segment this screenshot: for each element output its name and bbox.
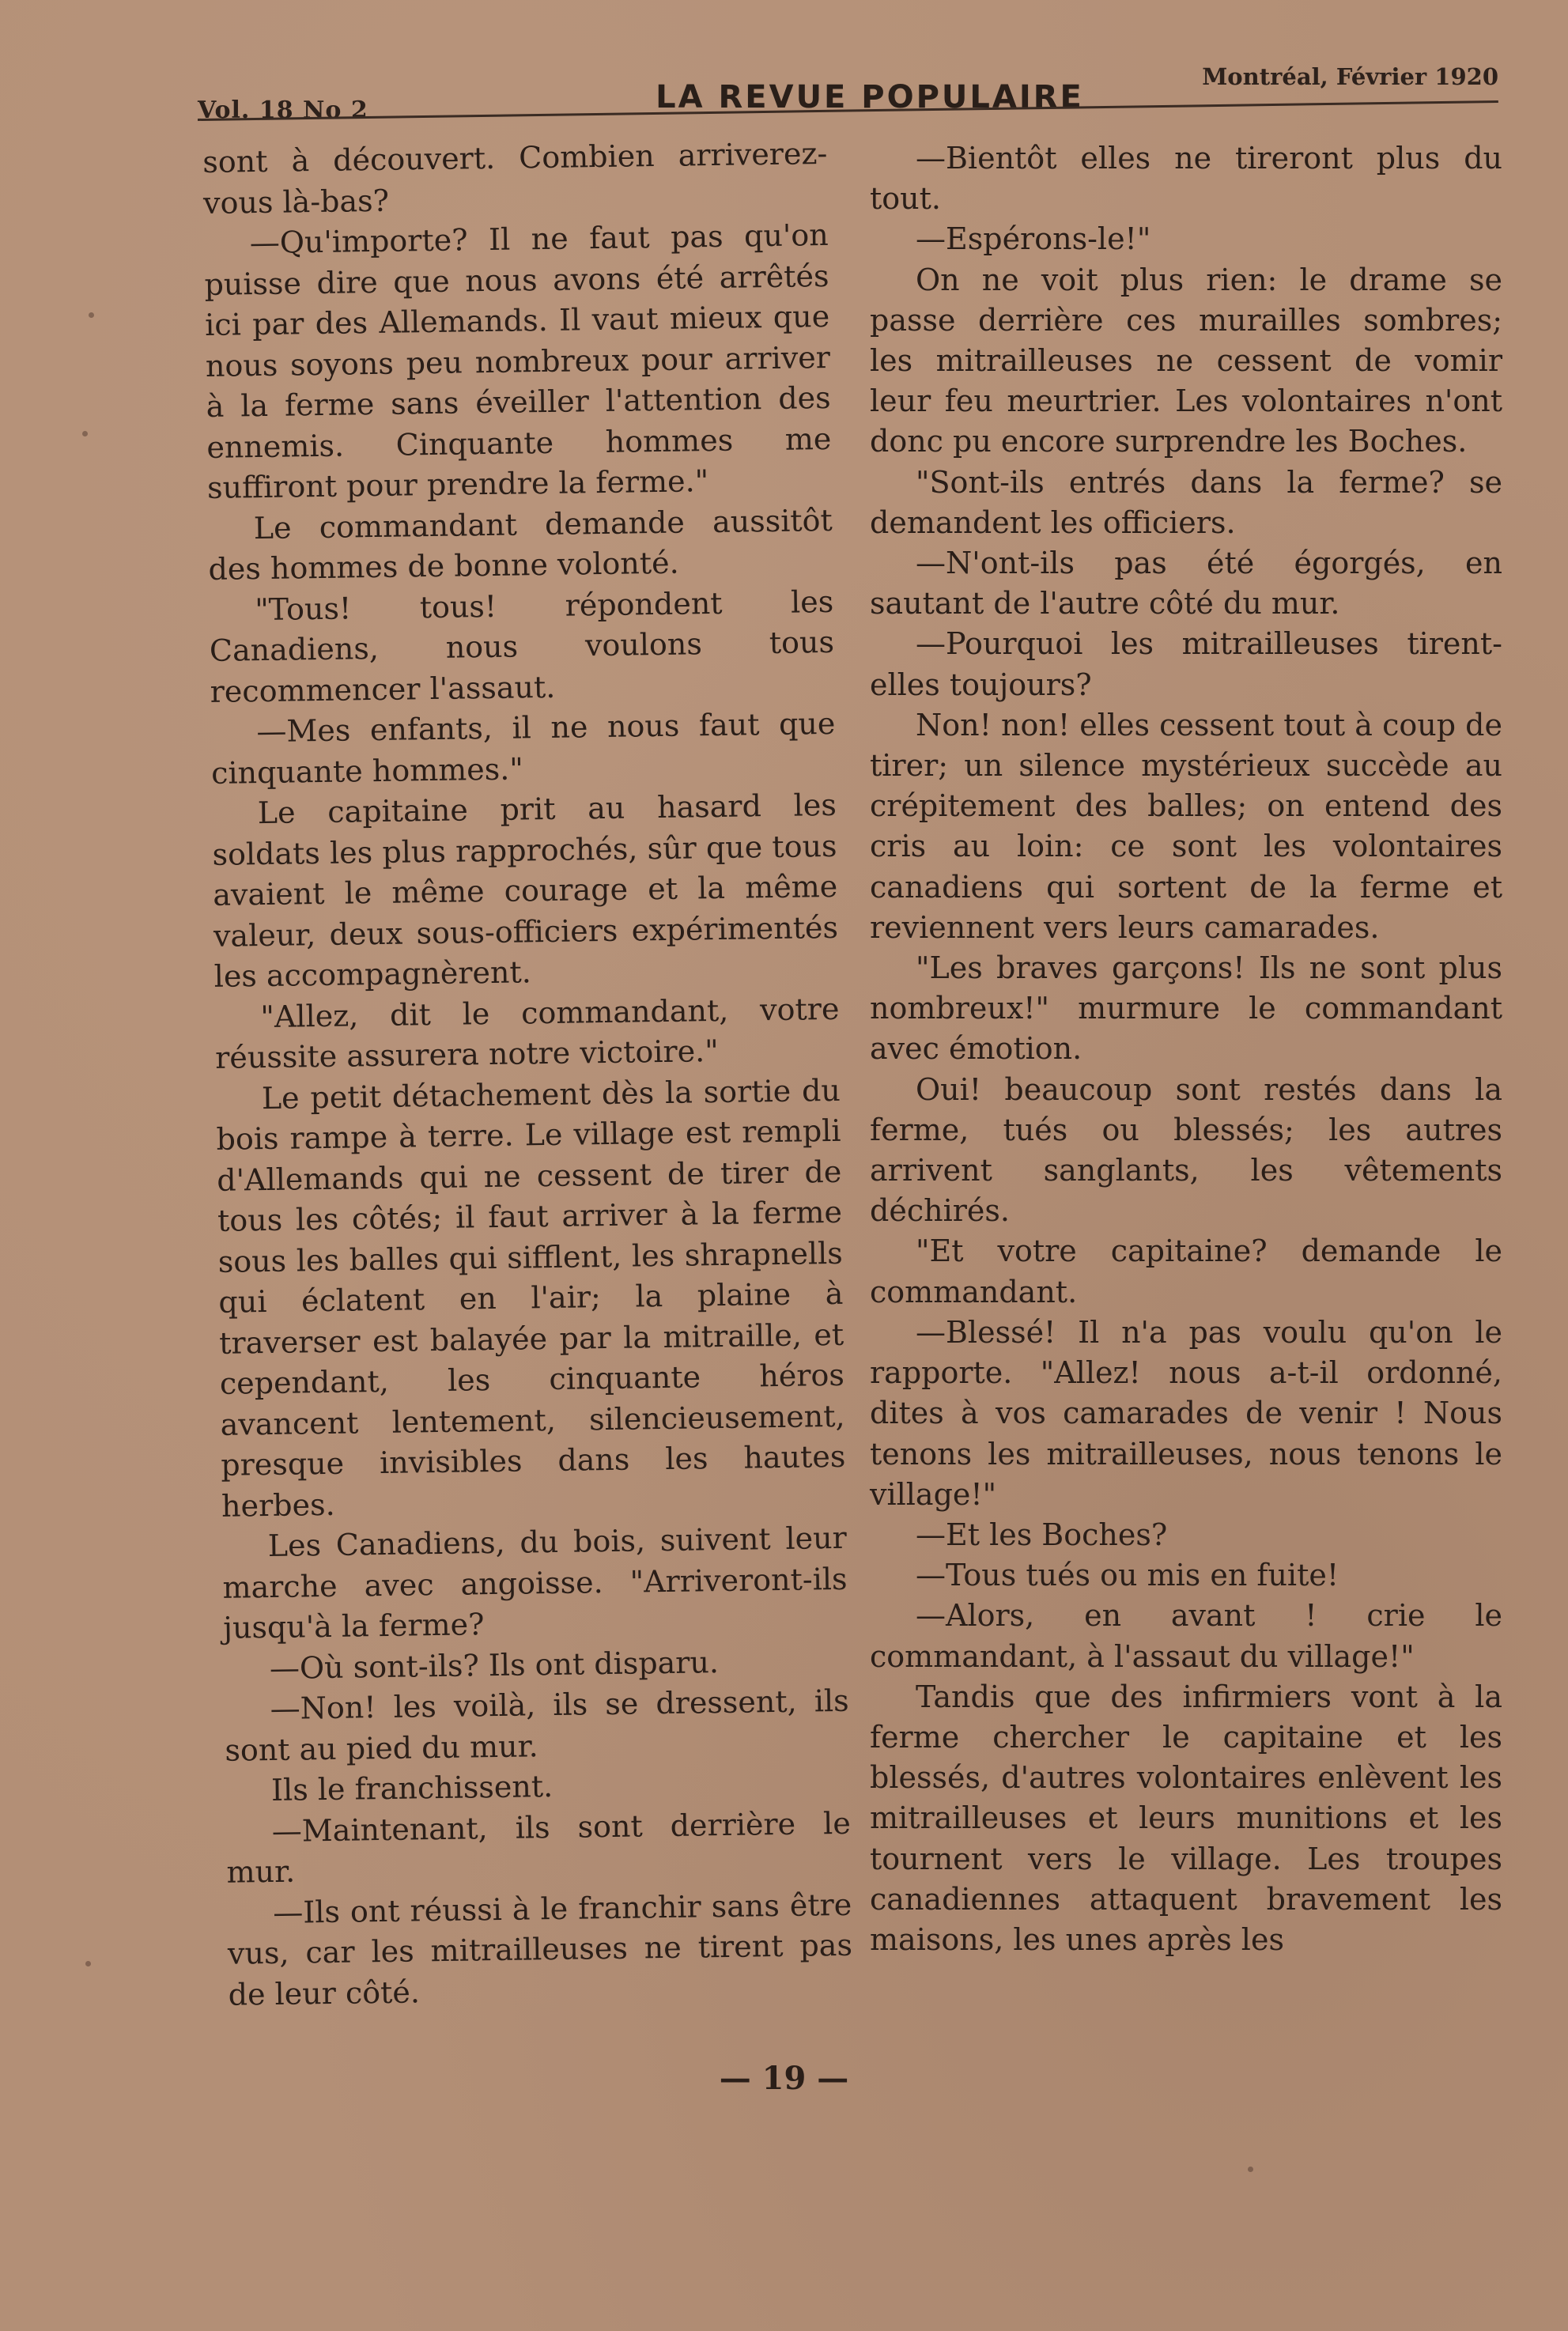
volume-number: Vol. 18 No 2	[198, 96, 368, 124]
paragraph: —Non! les voilà, ils se dressent, ils sont au pied du mur.	[225, 1683, 849, 1768]
paragraph: Non! non! elles cessent tout à coup de tirer; un silence mystérieux succède au crépitement des balles; on entend des cris au loin: ce sont les volontaires canadiens qui sortent de la ferme et reviennent vers leurs camarades.	[870, 707, 1502, 945]
paper-speck	[89, 312, 94, 318]
paragraph: Le commandant demande aussitôt des hommes de bonne volonté.	[208, 502, 833, 587]
left-column	[202, 134, 853, 2016]
publication-title: LA REVUE POPULAIRE	[656, 79, 1084, 115]
paragraph: —Espérons-le!"	[916, 221, 1151, 257]
paragraph: "Allez, dit le commandant, votre réussite assurera notre victoire."	[214, 991, 840, 1075]
paragraph: Ils le franchissent.	[270, 1769, 554, 1808]
page-number: — 19 —	[719, 2060, 849, 2097]
paragraph: —Pourquoi les mitrailleuses tirent-elles toujours?	[870, 626, 1502, 702]
right-column	[870, 138, 1502, 1960]
paragraph: "Les braves garçons! Ils ne sont plus nombreux!" murmure le commandant avec émotion.	[870, 950, 1502, 1067]
paragraph: —Alors, en avant ! crie le commandant, à l'assaut du village!"	[870, 1598, 1502, 1674]
paragraph: "Et votre capitaine? demande le commandant.	[870, 1234, 1502, 1309]
place-and-date: Montréal, Février 1920	[1202, 63, 1498, 90]
paper-speck	[85, 1961, 91, 1966]
paragraph: "Sont-ils entrés dans la ferme? se demandent les officiers.	[870, 464, 1502, 540]
paragraph: —Qu'importe? Il ne faut pas qu'on puisse dire que nous avons été arrêtés ici par des Allemands. Il vaut mieux que nous soyons peu nombreux pour arriver à la ferme sans éveiller l'attention des ennemis. Cinquante hommes me suffiront pour prendre la ferme."	[204, 217, 832, 505]
paragraph: —Maintenant, ils sont derrière le mur.	[226, 1805, 852, 1890]
paragraph: sont à découvert. Combien arriverez-vous là-bas?	[202, 135, 828, 221]
paragraph: —Blessé! Il n'a pas voulu qu'on le rapporte. "Allez! nous a-t-il ordonné, dites à vos camarades de venir ! Nous tenons les mitrailleuses, nous tenons le village!"	[870, 1314, 1502, 1512]
paragraph: "Tous! tous! répondent les Canadiens, nous voulons tous recommencer l'assaut.	[209, 584, 835, 709]
paragraph: —Ils ont réussi à le franchir sans être vus, car les mitrailleuses ne tirent pas de leur côté.	[227, 1887, 853, 2012]
paper-speck	[1248, 2167, 1253, 2172]
paper-speck	[82, 431, 88, 436]
paragraph: —N'ont-ils pas été égorgés, en sautant de l'autre côté du mur.	[870, 546, 1502, 621]
paragraph: Tandis que des infirmiers vont à la ferme chercher le capitaine et les blessés, d'autres volontaires enlèvent les mitrailleuses et leurs munitions et les tournent vers le village. Les troupes canadiennes attaquent bravement les maisons, les unes après les	[870, 1679, 1502, 1957]
paragraph: —Mes enfants, il ne nous faut que cinquante hommes."	[210, 705, 836, 791]
paragraph: On ne voit plus rien: le drame se passe derrière ces murailles sombres; les mitrailleuses ne cessent de vomir leur feu meurtrier. Les volontaires n'ont donc pu encore surprendre les Boches.	[870, 262, 1502, 459]
paragraph: —Et les Boches?	[916, 1517, 1168, 1552]
paragraph: Le petit détachement dès la sortie du bois rampe à terre. Le village est rempli d'Allemands qui ne cessent de tirer de tous les côtés; il faut arriver à la ferme sous les balles qui sifflent, les shrapnells qui éclatent en l'air; la plaine à traverser est balayée par la mitraille, et cependant, les cinquante héros avancent lentement, silencieusement, presque invisibles dans les hautes herbes.	[216, 1072, 846, 1524]
paragraph: Le capitaine prit au hasard les soldats les plus rapprochés, sûr que tous avaient le même courage et la même valeur, deux sous-officiers expérimentés les accompagnèrent.	[212, 787, 839, 994]
paragraph: —Où sont-ils? Ils ont disparu.	[269, 1644, 720, 1686]
paragraph: —Tous tués ou mis en fuite!	[916, 1558, 1339, 1593]
paragraph: Les Canadiens, du bois, suivent leur marche avec angoisse. "Arriveront-ils jusqu'à la ferme?	[222, 1520, 848, 1645]
paragraph: Oui! beaucoup sont restés dans la ferme, tués ou blessés; les autres arrivent sanglants, les vêtements déchirés.	[870, 1071, 1502, 1229]
running-header	[198, 57, 1498, 136]
paragraph: —Bientôt elles ne tireront plus du tout.	[870, 141, 1502, 217]
